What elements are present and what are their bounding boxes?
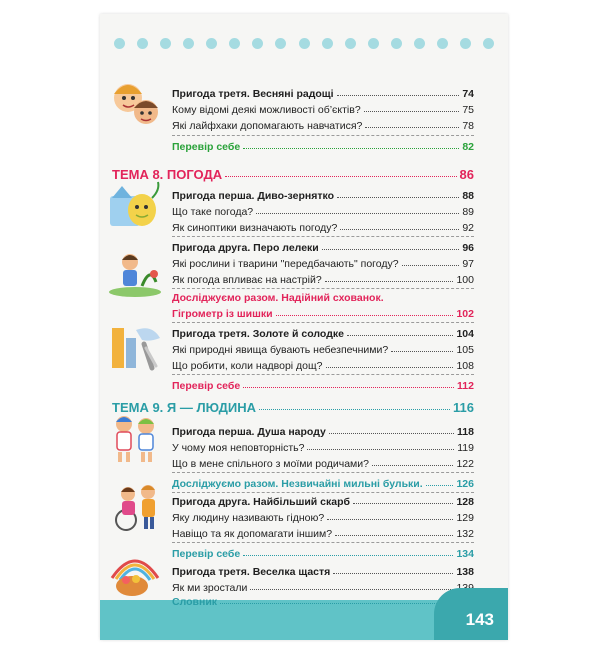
toc-entry-title: Гігрометр із шишки (172, 308, 273, 320)
dotted-leader (337, 95, 460, 96)
toc-entry-title: Як синоптики визначають погоду? (172, 222, 338, 234)
toc-page-number: 89 (462, 206, 474, 218)
toc-entry-title: Досліджуємо разом. Незвичайні мильні бульки. (172, 478, 423, 490)
toc-page-number: 116 (453, 400, 474, 415)
toc-entry[interactable] (172, 238, 474, 254)
toc-entry-title: Пригода перша. Диво-зернятко (172, 190, 335, 202)
toc-page-number: 92 (462, 222, 474, 234)
toc-entry-title: Пригода третя. Веселка щастя (172, 566, 331, 578)
toc-entry-title: Перевір себе (172, 141, 241, 153)
toc-page-number: 118 (457, 426, 474, 438)
dotted-leader (243, 148, 459, 149)
dotted-leader (329, 433, 454, 434)
toc-entry-title: Навіщо та як допомагати іншим? (172, 528, 333, 540)
theme-heading-9[interactable] (112, 397, 474, 415)
toc-page-number: 105 (456, 344, 474, 356)
toc-entry-research[interactable] (172, 304, 474, 320)
toc-entry[interactable] (172, 100, 474, 116)
dotted-leader (243, 555, 453, 556)
toc-entry-title: Пригода перша. Душа народу (172, 426, 326, 438)
toc-entry-research[interactable] (172, 474, 474, 490)
separator (172, 374, 474, 375)
toc-page-number: 88 (462, 190, 474, 202)
toc-entry-title: Що в мене спільного з моїми родичами? (172, 458, 369, 470)
toc-page-number: 112 (457, 380, 474, 392)
dotted-leader (250, 589, 453, 590)
dotted-leader (322, 249, 460, 250)
toc-entry-title: У чому моя неповторність? (172, 442, 305, 454)
dotted-leader (225, 176, 456, 177)
table-of-contents (100, 14, 508, 640)
dotted-leader (353, 503, 453, 504)
toc-entry[interactable] (172, 562, 474, 578)
separator (172, 135, 474, 136)
toc-entry-research[interactable] (172, 288, 474, 304)
toc-entry-title: Які рослини і тварини "передбачають" погоду? (172, 258, 399, 270)
separator (172, 472, 474, 473)
toc-entry[interactable] (172, 438, 474, 454)
dotted-leader (337, 197, 459, 198)
toc-page-number: 96 (462, 242, 474, 254)
toc-entry-title: Як ми зростали (172, 582, 248, 594)
toc-page-number: 128 (456, 496, 474, 508)
theme-heading-8[interactable] (112, 164, 474, 182)
toc-entry-title: Пригода друга. Найбільший скарб (172, 496, 350, 508)
dotted-leader (335, 535, 453, 536)
toc-page-number: 134 (456, 548, 474, 560)
toc-entry-title: Пригода третя. Весняні радощі (172, 88, 334, 100)
toc-entry-title: Перевір себе (172, 548, 241, 560)
toc-entry-title: Перевір себе (172, 380, 241, 392)
dotted-leader (347, 335, 454, 336)
toc-entry[interactable] (172, 492, 474, 508)
dotted-leader (333, 573, 453, 574)
toc-page-number: 75 (462, 104, 474, 116)
toc-page-number: 104 (456, 328, 474, 340)
toc-entry-glossary[interactable] (172, 592, 474, 608)
toc-page-number: 126 (456, 478, 474, 490)
cyclists-illustration (106, 412, 164, 464)
wheelchair-children-illustration (106, 480, 164, 532)
toc-entry[interactable] (172, 254, 474, 270)
toc-entry-title: Що таке погода? (172, 206, 254, 218)
dotted-leader (365, 127, 459, 128)
rainbow-basket-illustration (106, 548, 164, 600)
dotted-leader (243, 387, 454, 388)
dotted-leader (276, 315, 454, 316)
dotted-leader (327, 519, 453, 520)
toc-entry[interactable] (172, 270, 474, 286)
toc-entry[interactable] (172, 186, 474, 202)
children-faces-illustration (106, 76, 164, 128)
toc-entry[interactable] (172, 116, 474, 132)
toc-entry-title: Пригода друга. Перо лелеки (172, 242, 319, 254)
toc-entry-title: Що робити, коли надворі дощ? (172, 360, 323, 372)
toc-page-number: 138 (456, 566, 474, 578)
toc-entry-check-self[interactable] (172, 544, 474, 560)
toc-entry-title: Які лайфхаки допомагають навчатися? (172, 120, 363, 132)
toc-entry[interactable] (172, 202, 474, 218)
children-garden-illustration (106, 246, 164, 298)
book-page (100, 14, 508, 640)
dotted-leader (326, 367, 454, 368)
toc-entry-title: Досліджуємо разом. Надійний схованок. (172, 292, 384, 304)
toc-entry-title: Пригода третя. Золоте й солодке (172, 328, 344, 340)
toc-entry[interactable] (172, 340, 474, 356)
toc-entry[interactable] (172, 422, 474, 438)
toc-page-number: 129 (456, 512, 474, 524)
toc-entry[interactable] (172, 218, 474, 234)
dotted-leader (372, 465, 454, 466)
toc-entry[interactable] (172, 324, 474, 340)
dotted-leader (402, 265, 460, 266)
dotted-leader (325, 281, 454, 282)
toc-entry-title: Яку людину називають гідною? (172, 512, 325, 524)
toc-page-number: 97 (462, 258, 474, 270)
dotted-leader (364, 111, 460, 112)
toc-page-number: 86 (459, 167, 474, 182)
dotted-leader (426, 485, 454, 486)
toc-page-number: 102 (456, 308, 474, 320)
dotted-leader (307, 449, 454, 450)
toc-entry[interactable] (172, 356, 474, 372)
page-number-tab (434, 588, 508, 640)
dotted-leader (256, 213, 459, 214)
dotted-leader (259, 409, 450, 410)
toc-page-number: 78 (462, 120, 474, 132)
toc-entry[interactable] (172, 84, 474, 100)
toc-entry-check-self[interactable] (172, 137, 474, 153)
toc-page-number: 122 (456, 458, 474, 470)
toc-page-number: 119 (457, 442, 474, 454)
dotted-leader (340, 229, 459, 230)
storm-illustration (106, 320, 164, 372)
toc-page-number: 100 (456, 274, 474, 286)
toc-entry-title: Які природні явища бувають небезпечними? (172, 344, 389, 356)
toc-entry[interactable] (172, 454, 474, 470)
toc-entry[interactable] (172, 524, 474, 540)
toc-entry-title: Як погода впливає на настрій? (172, 274, 322, 286)
toc-page-number: 82 (462, 141, 474, 153)
toc-entry[interactable] (172, 508, 474, 524)
page-number: 143 (465, 610, 494, 629)
toc-entry-title: Словник (172, 596, 218, 608)
separator (172, 542, 474, 543)
theme-title: ТЕМА 8. ПОГОДА (112, 167, 223, 182)
toc-entry-title: Кому відомі деякі можливості об’єктів? (172, 104, 361, 116)
separator (172, 236, 474, 237)
dotted-leader (391, 351, 453, 352)
grain-character-illustration (106, 178, 164, 230)
page-footer-bar (100, 596, 508, 640)
toc-page-number: 74 (462, 88, 474, 100)
theme-title: ТЕМА 9. Я — ЛЮДИНА (112, 400, 257, 415)
toc-page-number: 108 (456, 360, 474, 372)
toc-page-number: 132 (456, 528, 474, 540)
dotted-leader (220, 603, 453, 604)
toc-entry-check-self[interactable] (172, 376, 474, 392)
separator (172, 322, 474, 323)
